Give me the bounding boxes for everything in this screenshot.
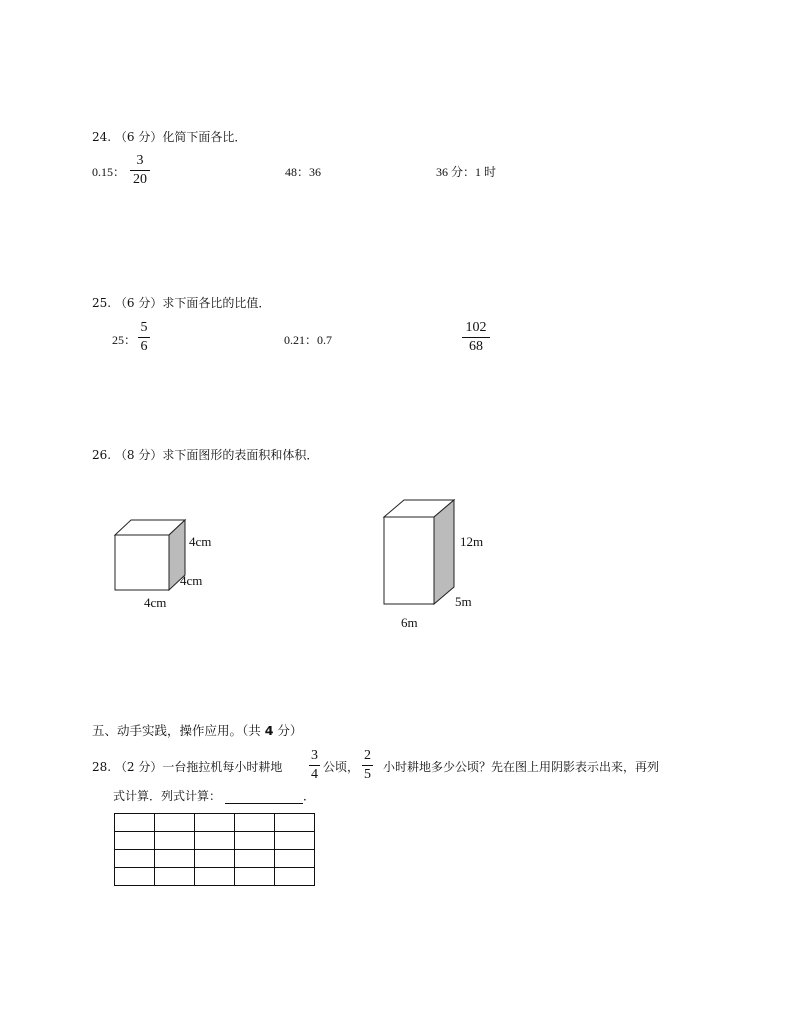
cube-width-label: 4cm bbox=[144, 595, 167, 610]
grid-cell[interactable] bbox=[155, 868, 195, 886]
grid-cell[interactable] bbox=[115, 832, 155, 850]
q24-title: 24. （6 分）化简下面各比． bbox=[92, 130, 247, 144]
q28-line2 bbox=[113, 787, 315, 804]
grid-row bbox=[115, 868, 315, 886]
section5-points: 4 bbox=[264, 723, 274, 738]
q28-prefix: 28. （2 分）一台拖拉机每小时耕地 bbox=[92, 760, 283, 774]
grid-cell[interactable] bbox=[235, 832, 275, 850]
shading-grid[interactable] bbox=[114, 813, 315, 886]
grid-row bbox=[115, 832, 315, 850]
q25-item1-prefix: 25： bbox=[112, 333, 137, 347]
q24-item1-prefix: 0.15： bbox=[92, 165, 126, 179]
q28-line2-end: ． bbox=[303, 789, 316, 803]
section5-title bbox=[92, 721, 302, 739]
fraction-bar bbox=[362, 765, 373, 766]
q25-item3-fraction bbox=[462, 321, 490, 354]
q24-item3: 36 分：1 时 bbox=[436, 165, 497, 179]
numerator: 102 bbox=[465, 320, 487, 335]
answer-blank[interactable] bbox=[225, 791, 303, 804]
numerator: 2 bbox=[364, 748, 371, 763]
grid-cell[interactable] bbox=[235, 814, 275, 832]
denominator: 68 bbox=[469, 339, 483, 354]
numerator: 5 bbox=[140, 320, 148, 335]
grid-cell[interactable] bbox=[195, 814, 235, 832]
cuboid-width-label: 6m bbox=[401, 615, 418, 630]
denominator: 6 bbox=[140, 339, 148, 354]
grid-cell[interactable] bbox=[275, 850, 315, 868]
section5-title-prefix: 五、动手实践，操作应用。（共 bbox=[92, 723, 265, 738]
q24-item2: 48：36 bbox=[285, 165, 322, 179]
grid-cell[interactable] bbox=[275, 814, 315, 832]
grid-cell[interactable] bbox=[195, 832, 235, 850]
denominator: 4 bbox=[311, 767, 318, 782]
section5-title-suffix: 分） bbox=[273, 723, 303, 738]
cube-front-face bbox=[115, 535, 169, 590]
cube-height-label: 4cm bbox=[189, 534, 212, 549]
cuboid-figure bbox=[380, 497, 460, 609]
q28-suffix: 小时耕地多少公顷？先在图上用阴影表示出来，再列 bbox=[383, 760, 660, 774]
grid-cell[interactable] bbox=[155, 814, 195, 832]
grid-cell[interactable] bbox=[115, 814, 155, 832]
cuboid-height-label: 12m bbox=[460, 534, 484, 549]
fraction-bar bbox=[462, 337, 490, 338]
grid-cell[interactable] bbox=[195, 850, 235, 868]
q24-item1-fraction bbox=[130, 154, 150, 187]
q26-title: 26. （8 分）求下面图形的表面积和体积． bbox=[92, 448, 319, 462]
grid-cell[interactable] bbox=[235, 868, 275, 886]
grid-cell[interactable] bbox=[275, 832, 315, 850]
grid-row bbox=[115, 850, 315, 868]
grid-cell[interactable] bbox=[155, 850, 195, 868]
q28-fraction-2 bbox=[362, 749, 373, 782]
denominator: 5 bbox=[364, 767, 371, 782]
q28-fraction-1 bbox=[309, 749, 320, 782]
fraction-bar bbox=[138, 337, 150, 338]
grid-cell[interactable] bbox=[195, 868, 235, 886]
grid-cell[interactable] bbox=[235, 850, 275, 868]
grid-cell[interactable] bbox=[115, 868, 155, 886]
shading-grid-body bbox=[115, 814, 315, 886]
cuboid-side-face bbox=[434, 500, 454, 604]
fraction-bar bbox=[309, 765, 320, 766]
q25-item2: 0.21：0.7 bbox=[284, 333, 333, 347]
grid-cell[interactable] bbox=[115, 850, 155, 868]
cuboid-front-face bbox=[384, 517, 434, 604]
grid-cell[interactable] bbox=[155, 832, 195, 850]
fraction-bar bbox=[130, 170, 150, 171]
q25-title: 25. （6 分）求下面各比的比值． bbox=[92, 296, 271, 310]
cuboid-depth-label: 5m bbox=[455, 594, 472, 609]
q28-line2-text: 式计算．列式计算： bbox=[113, 789, 222, 803]
grid-row bbox=[115, 814, 315, 832]
q28-mid: 公顷， bbox=[323, 760, 360, 774]
denominator: 20 bbox=[133, 172, 147, 187]
numerator: 3 bbox=[311, 748, 318, 763]
grid-cell[interactable] bbox=[275, 868, 315, 886]
numerator: 3 bbox=[136, 153, 144, 168]
q25-item1-fraction bbox=[138, 321, 150, 354]
cube-depth-label: 4cm bbox=[180, 573, 203, 588]
